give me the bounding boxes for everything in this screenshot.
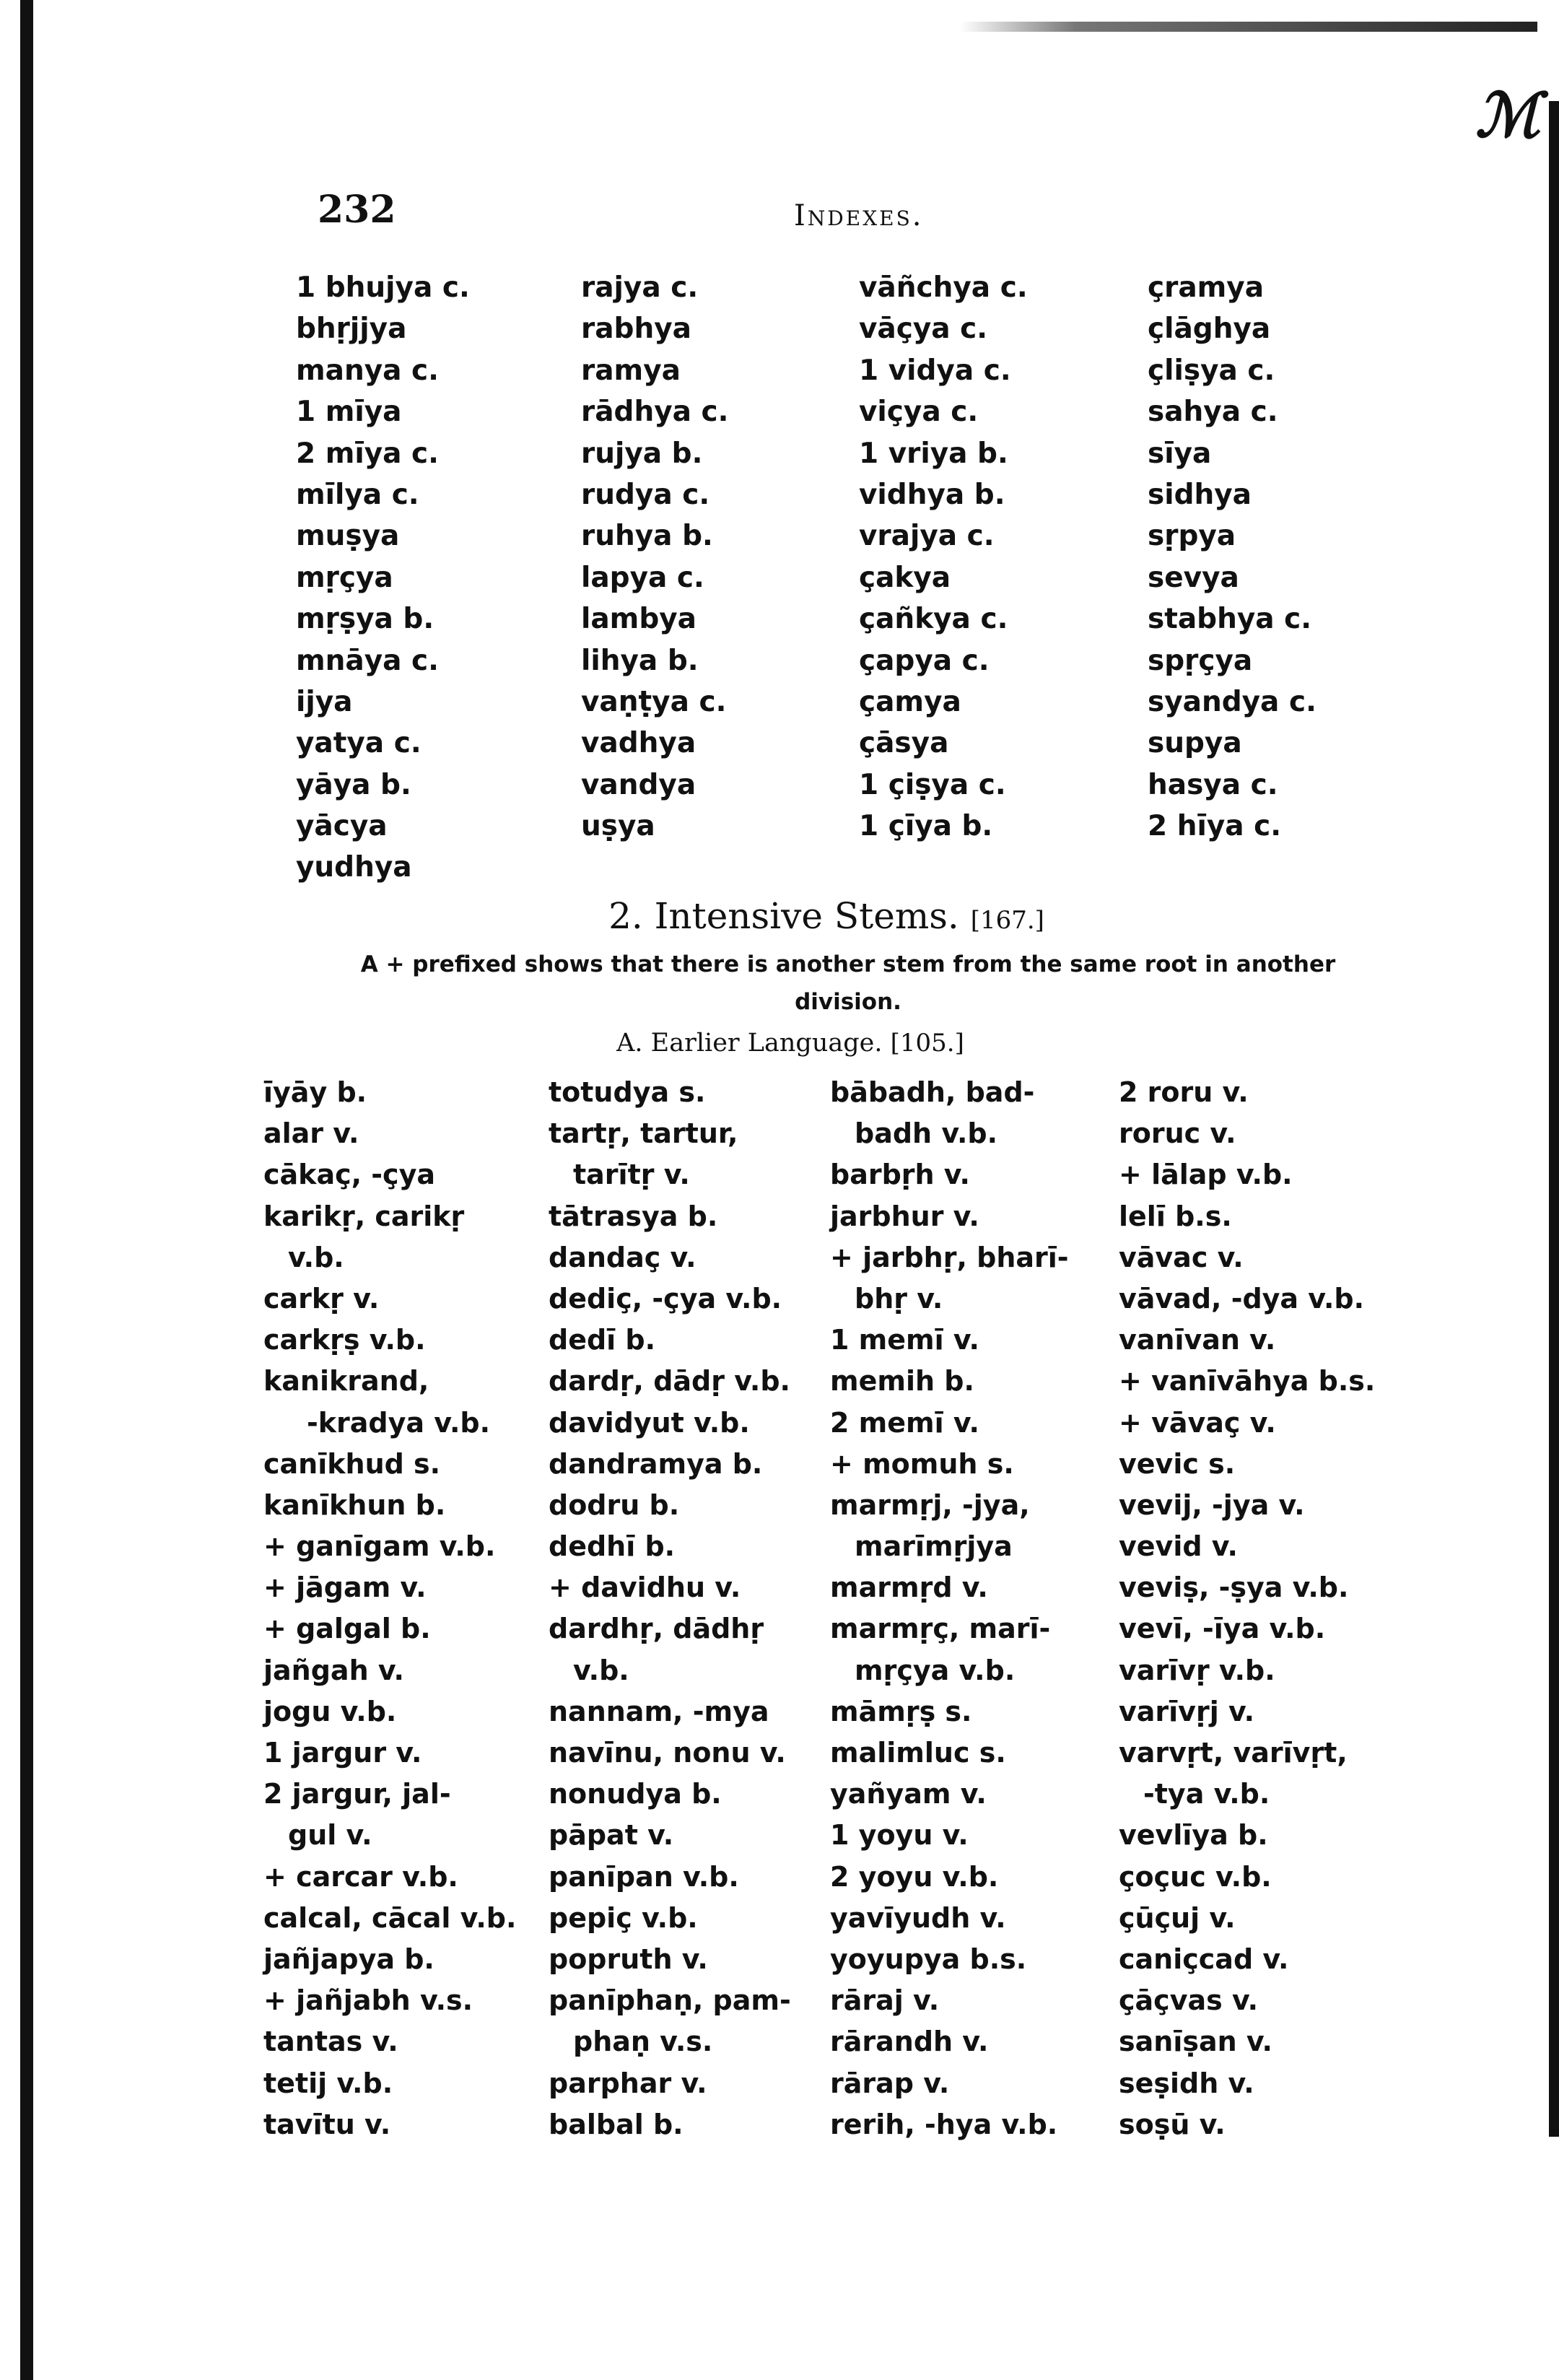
list-item: īyāy b. — [263, 1076, 367, 1108]
list-item: çapya c. — [859, 644, 990, 677]
list-item: nannam, -mya — [549, 1695, 769, 1727]
list-item: 1 memī v. — [830, 1324, 979, 1356]
list-item: çramya — [1148, 271, 1265, 304]
list-item: ijya — [296, 685, 353, 718]
list-item: rajya c. — [581, 271, 699, 304]
page-number: 232 — [318, 188, 396, 232]
list-item: tavītu v. — [263, 2108, 391, 2140]
list-item: sṛpya — [1148, 520, 1236, 553]
list-item: phaṇ v.s. — [573, 2026, 713, 2058]
list-item: rabhya — [581, 313, 691, 346]
list-item: totudya s. — [549, 1076, 706, 1108]
list-item: dediç, -çya v.b. — [549, 1282, 782, 1315]
list-item: dardhṛ, dādhṛ — [549, 1613, 764, 1645]
page-header — [0, 188, 1559, 245]
list-item: marmṛd v. — [830, 1572, 988, 1604]
list-item: vanīvan v. — [1119, 1324, 1276, 1356]
list1-column-3 — [859, 267, 1028, 847]
list-item: rudya c. — [581, 478, 710, 511]
list-item: rujya b. — [581, 437, 703, 470]
list-item: vaṇṭya c. — [581, 685, 727, 718]
list2-column-2 — [549, 1072, 791, 2145]
gerundive-stem-list — [0, 267, 1559, 888]
list-item: rāraj v. — [830, 1984, 940, 2017]
list-item: canīkhud s. — [263, 1447, 441, 1480]
list-item: varīvṛj v. — [1119, 1695, 1255, 1727]
list-item: kanikrand, — [263, 1365, 429, 1398]
list-item: caniçcad v. — [1119, 1943, 1289, 1975]
list-item: vāvad, -dya v.b. — [1119, 1282, 1365, 1315]
list-item: davidyut v.b. — [549, 1406, 750, 1439]
list-item: rārandh v. — [830, 2026, 989, 2058]
list-item: çlāghya — [1148, 313, 1271, 346]
list-item: manya c. — [296, 354, 439, 387]
list-item: malimluc s. — [830, 1737, 1006, 1769]
list-item: lelī b.s. — [1119, 1200, 1232, 1232]
list-item: 1 vriya b. — [859, 437, 1008, 470]
list-item: pepiç v.b. — [549, 1901, 698, 1934]
list-item: 2 hīya c. — [1148, 810, 1282, 843]
list-item: vāñchya c. — [859, 271, 1028, 304]
list-item: hasya c. — [1148, 768, 1278, 801]
list-item: kanīkhun b. — [263, 1488, 446, 1521]
list-item: nonudya b. — [549, 1778, 722, 1810]
list1-column-1 — [296, 267, 470, 889]
scan-top-smudge — [960, 22, 1537, 32]
list-item: + vāvaç v. — [1119, 1406, 1276, 1439]
list-item: muṣya — [296, 520, 400, 553]
list-item: yañyam v. — [830, 1778, 987, 1810]
list-item: vāvac v. — [1119, 1241, 1244, 1273]
list-item: dardṛ, dādṛ v.b. — [549, 1365, 790, 1398]
list-item: gul v. — [288, 1819, 372, 1852]
list-item: jogu v.b. — [263, 1695, 397, 1727]
section-title — [0, 895, 1559, 937]
list-item: tetij v.b. — [263, 2067, 393, 2099]
list-item: jarbhur v. — [830, 1200, 979, 1232]
section-note: A + prefixed shows that there is another stem from the same root in another division. — [360, 951, 1336, 1015]
list-item: vevī, -īya v.b. — [1119, 1613, 1326, 1645]
list-item: + jarbhṛ, bharī- — [830, 1241, 1069, 1273]
list-item: 1 bhujya c. — [296, 271, 470, 304]
list-item: + momuh s. — [830, 1447, 1014, 1480]
list-item: ramya — [581, 354, 681, 387]
list-item: popruth v. — [549, 1943, 708, 1975]
list-item: yācya — [296, 810, 388, 843]
list-item: bhṛjjya — [296, 313, 407, 346]
list-item: + jañjabh v.s. — [263, 1984, 473, 2017]
list-item: vāçya c. — [859, 313, 988, 346]
list-item: marīmṛjya — [855, 1530, 1013, 1563]
list1-column-2 — [581, 267, 728, 847]
list-item: jañgah v. — [263, 1654, 404, 1686]
list-item: dedhī b. — [549, 1530, 676, 1563]
list-item: carkṛ v. — [263, 1282, 380, 1315]
list-item: jañjapya b. — [263, 1943, 434, 1975]
list-item: māmṛṣ s. — [830, 1695, 972, 1727]
intensive-stem-list — [0, 1072, 1559, 2155]
list-item: sīya — [1148, 437, 1212, 470]
list-item: panīpan v.b. — [549, 1860, 739, 1893]
list-item: bābadh, bad- — [830, 1076, 1035, 1108]
list-item: lambya — [581, 603, 696, 636]
list-item: viçya c. — [859, 396, 979, 429]
list-item: yoyupya b.s. — [830, 1943, 1027, 1975]
list-item: + jāgam v. — [263, 1572, 427, 1604]
list-item: v.b. — [573, 1654, 629, 1686]
list-item: carkṛṣ v.b. — [263, 1324, 426, 1356]
list-item: vidhya b. — [859, 478, 1005, 511]
list-item: lapya c. — [581, 561, 704, 594]
section-reference: [167.] — [970, 906, 1044, 935]
subsection-title-text: A. Earlier Language. — [616, 1029, 883, 1058]
list-item: 2 mīya c. — [296, 437, 439, 470]
list-item: calcal, cācal v.b. — [263, 1901, 517, 1934]
list-item: 1 çiṣya c. — [859, 768, 1006, 801]
list-item: sanīṣan v. — [1119, 2026, 1272, 2058]
list-item: sidhya — [1148, 478, 1252, 511]
list-item: yudhya — [296, 851, 412, 884]
list-item: + lālap v.b. — [1119, 1159, 1293, 1191]
list-item: barbṛh v. — [830, 1159, 970, 1191]
list2-column-4 — [1119, 1072, 1375, 2145]
list-item: dandaç v. — [549, 1241, 696, 1273]
list-item: vandya — [581, 768, 696, 801]
list-item: mnāya c. — [296, 644, 439, 677]
list-item: parphar v. — [549, 2067, 707, 2099]
list-item: syandya c. — [1148, 685, 1316, 718]
list-item: vevid v. — [1119, 1530, 1238, 1563]
list-item: tātrasya b. — [549, 1200, 718, 1232]
list-item: dedī b. — [549, 1324, 656, 1356]
list-item: vevic s. — [1119, 1447, 1236, 1480]
list-item: vrajya c. — [859, 520, 995, 553]
list-item: soṣū v. — [1119, 2108, 1226, 2140]
list-item: varīvṛ v.b. — [1119, 1654, 1275, 1686]
list-item: 1 yoyu v. — [830, 1819, 969, 1852]
list-item: çāsya — [859, 727, 949, 760]
list-item: çāçvas v. — [1119, 1984, 1259, 2017]
list-item: balbal b. — [549, 2108, 684, 2140]
list-item: panīphaṇ, pam- — [549, 1984, 791, 2017]
list-item: çakya — [859, 561, 951, 594]
list-item: navīnu, nonu v. — [549, 1737, 786, 1769]
list-item: 1 jargur v. — [263, 1737, 422, 1769]
subsection-title — [0, 1029, 1559, 1058]
list-item: yatya c. — [296, 727, 422, 760]
list-item: supya — [1148, 727, 1242, 760]
list-item: mīlya c. — [296, 478, 419, 511]
list-item: alar v. — [263, 1117, 359, 1150]
list2-column-3 — [830, 1072, 1069, 2145]
list-item: yāya b. — [296, 768, 411, 801]
list-item: mṛṣya b. — [296, 603, 434, 636]
list-item: rerih, -hya v.b. — [830, 2108, 1058, 2140]
list1-column-4 — [1148, 267, 1316, 847]
list-item: çūçuj v. — [1119, 1901, 1236, 1934]
list-item: sevya — [1148, 561, 1239, 594]
list-item: v.b. — [288, 1241, 344, 1273]
list-item: cākaç, -çya — [263, 1159, 435, 1191]
list-item: varvṛt, varīvṛt, — [1119, 1737, 1348, 1769]
list-item: vevij, -jya v. — [1119, 1488, 1305, 1521]
list-item: lihya b. — [581, 644, 699, 677]
list-item: vadhya — [581, 727, 696, 760]
list-item: ruhya b. — [581, 520, 713, 553]
list-item: uṣya — [581, 810, 655, 843]
list-item: vevlīya b. — [1119, 1819, 1268, 1852]
list-item: + galgal b. — [263, 1613, 431, 1645]
list-item: marmṛç, marī- — [830, 1613, 1051, 1645]
list-item: karikṛ, carikṛ — [263, 1200, 465, 1232]
list-item: memih b. — [830, 1365, 974, 1398]
list-item: roruc v. — [1119, 1117, 1236, 1150]
subsection-reference: [105.] — [890, 1029, 964, 1058]
list-item: 1 çīya b. — [859, 810, 993, 843]
list-item: rārap v. — [830, 2067, 950, 2099]
running-title: Indexes. — [794, 199, 924, 232]
list-item: 2 roru v. — [1119, 1076, 1249, 1108]
list-item: 2 yoyu v.b. — [830, 1860, 999, 1893]
list-item: + ganīgam v.b. — [263, 1530, 496, 1563]
handwritten-corner-mark: ℳ — [1475, 79, 1540, 151]
list2-column-1 — [263, 1072, 516, 2145]
list-item: tantas v. — [263, 2026, 398, 2058]
list-item: -tya v.b. — [1143, 1778, 1270, 1810]
section-title-text: 2. Intensive Stems. — [608, 895, 959, 937]
list-item: + davidhu v. — [549, 1572, 741, 1604]
list-item: bhṛ v. — [855, 1282, 943, 1315]
list-item: 1 vidya c. — [859, 354, 1011, 387]
list-item: çliṣya c. — [1148, 354, 1275, 387]
list-item: dodru b. — [549, 1488, 680, 1521]
list-item: mṛçya — [296, 561, 393, 594]
list-item: seṣidh v. — [1119, 2067, 1254, 2099]
list-item: çañkya c. — [859, 603, 1008, 636]
list-item: marmṛj, -jya, — [830, 1488, 1030, 1521]
list-item: sahya c. — [1148, 396, 1278, 429]
list-item: spṛçya — [1148, 644, 1253, 677]
list-item: mṛçya v.b. — [855, 1654, 1016, 1686]
list-item: tartṛ, tartur, — [549, 1117, 738, 1150]
list-item: stabhya c. — [1148, 603, 1312, 636]
list-item: yavīyudh v. — [830, 1901, 1006, 1934]
list-item: 2 jargur, jal- — [263, 1778, 451, 1810]
list-item: rādhya c. — [581, 396, 729, 429]
list-item: çoçuc v.b. — [1119, 1860, 1272, 1893]
list-item: tarītṛ v. — [573, 1159, 690, 1191]
list-item: çamya — [859, 685, 961, 718]
list-item: pāpat v. — [549, 1819, 674, 1852]
list-item: 2 memī v. — [830, 1406, 979, 1439]
list-item: veviṣ, -ṣya v.b. — [1119, 1572, 1349, 1604]
list-item: 1 mīya — [296, 396, 402, 429]
list-item: dandramya b. — [549, 1447, 763, 1480]
list-item: + carcar v.b. — [263, 1860, 458, 1893]
list-item: -kradya v.b. — [307, 1406, 491, 1439]
list-item: + vanīvāhya b.s. — [1119, 1365, 1376, 1398]
list-item: badh v.b. — [855, 1117, 998, 1150]
